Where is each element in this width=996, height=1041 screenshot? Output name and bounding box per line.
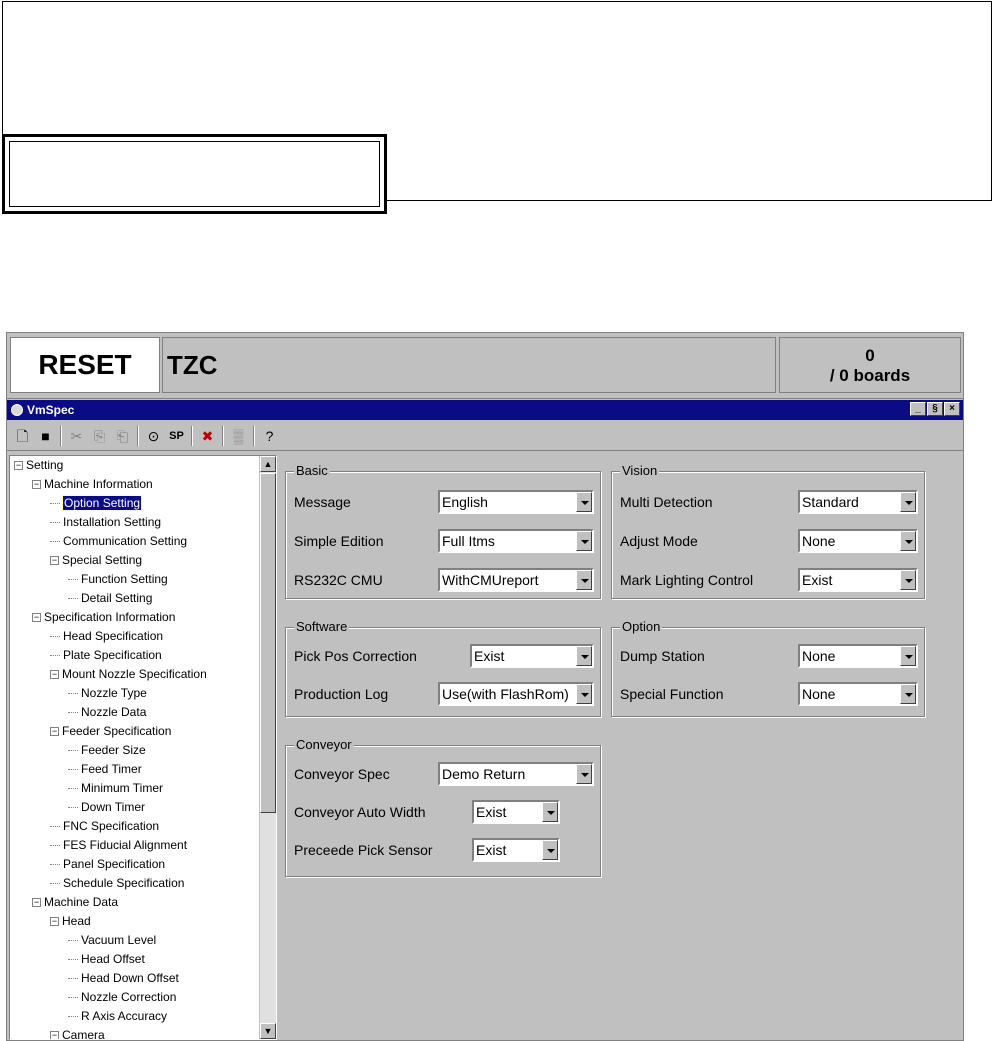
sp-button[interactable]: SP xyxy=(169,429,184,442)
tree-item[interactable] xyxy=(50,532,187,551)
collapse-icon[interactable]: − xyxy=(15,460,22,471)
tree-item[interactable] xyxy=(68,798,145,817)
toolbar-separator xyxy=(60,426,62,446)
setting-row xyxy=(294,644,438,668)
setting-dropdown[interactable] xyxy=(438,568,594,592)
save-icon[interactable]: ■ xyxy=(41,427,50,444)
tree-item[interactable] xyxy=(14,456,63,475)
setting-dropdown[interactable] xyxy=(472,838,560,862)
setting-label: Dump Station xyxy=(620,648,705,664)
tree-item-label: Head Specification xyxy=(63,629,164,643)
tree-item-label: Vacuum Level xyxy=(81,933,157,947)
setting-dropdown[interactable] xyxy=(438,529,594,553)
tree-scrollbar[interactable] xyxy=(259,456,276,1039)
dropdown-value: English xyxy=(442,494,488,510)
tree-item[interactable] xyxy=(68,570,168,589)
tree-item-label: Head xyxy=(62,914,91,928)
setting-label: Adjust Mode xyxy=(620,533,698,549)
setting-label: Preceede Pick Sensor xyxy=(294,842,433,858)
group-title: Vision xyxy=(622,463,658,478)
restore-button[interactable]: § xyxy=(927,402,943,416)
tree-item-label: Minimum Timer xyxy=(81,781,164,795)
dropdown-arrow-icon[interactable] xyxy=(576,531,592,551)
disconnect-icon[interactable]: ✖ xyxy=(201,427,214,444)
tree-item-label: Machine Information xyxy=(44,477,153,491)
group-title: Option xyxy=(622,619,661,634)
dropdown-arrow-icon[interactable] xyxy=(576,492,592,512)
tree-item-label: R Axis Accuracy xyxy=(81,1009,168,1023)
tree-connector xyxy=(68,750,78,751)
dropdown-value: WithCMUreport xyxy=(442,572,539,588)
setting-row xyxy=(620,644,798,668)
tree-item[interactable] xyxy=(32,475,153,494)
dropdown-arrow-icon[interactable] xyxy=(900,531,916,551)
tree-connector xyxy=(68,959,78,960)
tree-item-label: Machine Data xyxy=(44,895,119,909)
toolbar xyxy=(7,421,963,451)
basic-group xyxy=(285,463,601,599)
setting-dropdown[interactable] xyxy=(472,800,560,824)
dropdown-arrow-icon[interactable] xyxy=(900,570,916,590)
tree-connector xyxy=(50,541,60,542)
tree-item[interactable] xyxy=(50,1026,105,1040)
dropdown-value: Use(with FlashRom) xyxy=(442,686,569,702)
help-icon[interactable]: ? xyxy=(265,427,274,444)
toolbar-separator xyxy=(191,426,193,446)
tree-connector xyxy=(50,522,60,523)
tree-item[interactable] xyxy=(68,931,156,950)
paste-icon[interactable]: ⎗ xyxy=(116,427,129,444)
conveyor-group xyxy=(285,737,601,877)
group-title: Software xyxy=(296,619,348,634)
dropdown-value: Standard xyxy=(802,494,859,510)
setting-dropdown[interactable] xyxy=(798,682,918,706)
tree-item[interactable] xyxy=(50,513,161,532)
tree-item[interactable] xyxy=(68,703,146,722)
dropdown-value: None xyxy=(802,686,836,702)
tree-item-label: Setting xyxy=(26,458,64,472)
tree-connector xyxy=(50,864,60,865)
setting-dropdown[interactable] xyxy=(470,644,594,668)
setting-label: Simple Edition xyxy=(294,533,384,549)
tree-item-label: Feeder Size xyxy=(81,743,146,757)
tree-item-label: Special Setting xyxy=(62,553,143,567)
tree-item-label: Option Setting xyxy=(64,496,141,510)
tree-item-label: Nozzle Correction xyxy=(81,990,177,1004)
tree-connector xyxy=(68,788,78,789)
dropdown-value: None xyxy=(802,648,836,664)
tree-item-label: Mount Nozzle Specification xyxy=(62,667,207,681)
tree-item-label: Head Offset xyxy=(81,952,145,966)
collapse-icon[interactable]: − xyxy=(51,669,58,680)
dropdown-value: Exist xyxy=(802,572,833,588)
setting-label: Conveyor Auto Width xyxy=(294,804,426,820)
tree-connector xyxy=(68,712,78,713)
tree-item[interactable] xyxy=(68,969,179,988)
setting-dropdown[interactable] xyxy=(798,490,918,514)
setting-dropdown[interactable] xyxy=(438,762,594,786)
window-controls xyxy=(910,402,960,416)
dropdown-arrow-icon[interactable] xyxy=(576,646,592,666)
tree-item[interactable] xyxy=(50,627,163,646)
setting-dropdown[interactable] xyxy=(438,682,594,706)
tree-item[interactable] xyxy=(68,950,145,969)
toolbar-separator xyxy=(253,426,255,446)
setting-dropdown[interactable] xyxy=(798,644,918,668)
dropdown-value: None xyxy=(802,533,836,549)
tree-item-label: Feed Timer xyxy=(81,762,142,776)
setting-row xyxy=(294,838,438,862)
dropdown-value: Exist xyxy=(476,804,507,820)
setting-dropdown[interactable] xyxy=(798,568,918,592)
setting-row xyxy=(294,490,438,514)
settings-tree[interactable] xyxy=(9,455,277,1040)
close-button[interactable]: × xyxy=(944,402,960,416)
tree-item[interactable] xyxy=(32,893,118,912)
tree-item[interactable] xyxy=(50,722,171,741)
app-window xyxy=(6,332,964,1041)
tree-item-label: FNC Specification xyxy=(63,819,160,833)
tree-item-label: Detail Setting xyxy=(81,591,153,605)
cut-icon[interactable]: ✂ xyxy=(70,427,83,444)
tree-item[interactable] xyxy=(68,589,152,608)
setting-row xyxy=(294,529,438,553)
tree-connector xyxy=(50,845,60,846)
copy-icon[interactable]: ⎘ xyxy=(93,427,106,444)
tree-connector xyxy=(68,1016,78,1017)
setting-label: Conveyor Spec xyxy=(294,766,390,782)
new-file-icon[interactable]: 🗋 xyxy=(16,427,29,444)
collapse-icon[interactable]: − xyxy=(51,1030,58,1040)
setting-row xyxy=(294,762,438,786)
tree-item-label: Panel Specification xyxy=(63,857,166,871)
mode-indicator: RESET xyxy=(10,337,160,393)
setting-dropdown[interactable] xyxy=(798,529,918,553)
tree-item-label: Schedule Specification xyxy=(63,876,185,890)
dropdown-arrow-icon[interactable] xyxy=(576,684,592,704)
dropdown-arrow-icon[interactable] xyxy=(542,840,558,860)
board-count: 0 xyxy=(865,346,875,365)
dropdown-arrow-icon[interactable] xyxy=(576,764,592,784)
tree-connector xyxy=(50,636,60,637)
tree-item[interactable] xyxy=(50,817,159,836)
setting-label: Special Function xyxy=(620,686,724,702)
tree-connector xyxy=(68,598,78,599)
setting-row xyxy=(620,529,798,553)
board-total: / 0 boards xyxy=(829,366,911,385)
app-icon xyxy=(11,404,23,416)
group-title: Conveyor xyxy=(296,737,352,752)
tree-item[interactable] xyxy=(50,836,187,855)
tree-item[interactable] xyxy=(50,551,142,570)
setting-label: Pick Pos Correction xyxy=(294,648,417,664)
setting-label: Message xyxy=(294,494,351,510)
toolbar-separator xyxy=(222,426,224,446)
tree-connector xyxy=(68,978,78,979)
tree-item-label: Camera xyxy=(62,1028,105,1040)
tree-connector xyxy=(68,579,78,580)
setting-row xyxy=(294,568,438,592)
collapse-icon[interactable]: − xyxy=(33,479,40,490)
tree-connector xyxy=(68,940,78,941)
scroll-up-button[interactable]: ▲ xyxy=(260,456,276,472)
tree-item[interactable] xyxy=(68,684,147,703)
tree-item-label: Nozzle Type xyxy=(81,686,147,700)
tree-connector xyxy=(50,883,60,884)
group-title: Basic xyxy=(296,463,328,478)
tree-connector xyxy=(50,655,60,656)
setting-row xyxy=(620,568,798,592)
tree-connector xyxy=(68,693,78,694)
collapse-icon[interactable]: − xyxy=(33,897,40,908)
tree-item[interactable] xyxy=(50,665,207,684)
setting-row xyxy=(294,800,438,824)
collapse-icon[interactable]: − xyxy=(51,555,58,566)
setting-row xyxy=(620,490,798,514)
setting-label: RS232C CMU xyxy=(294,572,383,588)
tree-item-label: Down Timer xyxy=(81,800,146,814)
scroll-thumb[interactable] xyxy=(260,473,276,813)
tree-connector xyxy=(50,826,60,827)
scroll-down-button[interactable]: ▼ xyxy=(260,1023,276,1039)
tree-connector xyxy=(68,997,78,998)
tree-item-label: Installation Setting xyxy=(63,515,162,529)
software-group xyxy=(285,619,601,717)
tree-item[interactable] xyxy=(68,760,142,779)
dropdown-value: Exist xyxy=(474,648,505,664)
tree-item-label: Head Down Offset xyxy=(81,971,179,985)
dropdown-arrow-icon[interactable] xyxy=(576,570,592,590)
setting-label: Mark Lighting Control xyxy=(620,572,754,588)
tree-item-label: Function Setting xyxy=(81,572,168,586)
setting-label: Production Log xyxy=(294,686,389,702)
toolbar-separator xyxy=(137,426,139,446)
option-group xyxy=(611,619,925,717)
tree-item[interactable] xyxy=(68,1007,167,1026)
tree-item[interactable] xyxy=(50,912,91,931)
tree-item-label: Specification Information xyxy=(44,610,176,624)
tree-connector xyxy=(50,503,60,504)
tree-item[interactable] xyxy=(68,779,163,798)
tree-connector xyxy=(68,807,78,808)
tree-connector xyxy=(68,769,78,770)
setting-row xyxy=(620,682,798,706)
dropdown-arrow-icon[interactable] xyxy=(900,646,916,666)
document-tab-frame xyxy=(2,134,387,214)
collapse-icon[interactable]: − xyxy=(51,726,58,737)
setting-row xyxy=(294,682,438,706)
dropdown-value: Exist xyxy=(476,842,507,858)
tree-item-label: Plate Specification xyxy=(63,648,162,662)
tree-item[interactable] xyxy=(68,741,146,760)
setting-dropdown[interactable] xyxy=(438,490,594,514)
dropdown-value: Full Itms xyxy=(442,533,495,549)
tree-item[interactable] xyxy=(50,494,141,513)
tree-item-label: Communication Setting xyxy=(63,534,188,548)
tree-item-label: Feeder Specification xyxy=(62,724,172,738)
tree-item-label: Nozzle Data xyxy=(81,705,147,719)
grid-icon[interactable]: ▒ xyxy=(233,427,244,444)
board-counter xyxy=(779,337,961,393)
dropdown-arrow-icon[interactable] xyxy=(900,492,916,512)
setting-label: Multi Detection xyxy=(620,494,713,510)
tree-item[interactable] xyxy=(32,608,175,627)
window-titlebar[interactable] xyxy=(7,400,963,420)
tree-item[interactable] xyxy=(50,874,184,893)
reel-icon[interactable]: ⊙ xyxy=(147,427,160,444)
dropdown-arrow-icon[interactable] xyxy=(900,684,916,704)
machine-name: TZC xyxy=(162,337,776,393)
status-bar xyxy=(7,333,963,399)
collapse-icon[interactable]: − xyxy=(51,916,58,927)
dropdown-arrow-icon[interactable] xyxy=(542,802,558,822)
tree-item-label: FES Fiducial Alignment xyxy=(63,838,188,852)
tree-item[interactable] xyxy=(50,855,165,874)
collapse-icon[interactable]: − xyxy=(33,612,40,623)
dropdown-value: Demo Return xyxy=(442,766,526,782)
minimize-button[interactable]: _ xyxy=(910,402,926,416)
tree-item[interactable] xyxy=(50,646,162,665)
tree-item[interactable] xyxy=(68,988,176,1007)
vision-group xyxy=(611,463,925,599)
window-title: VmSpec xyxy=(27,403,75,417)
